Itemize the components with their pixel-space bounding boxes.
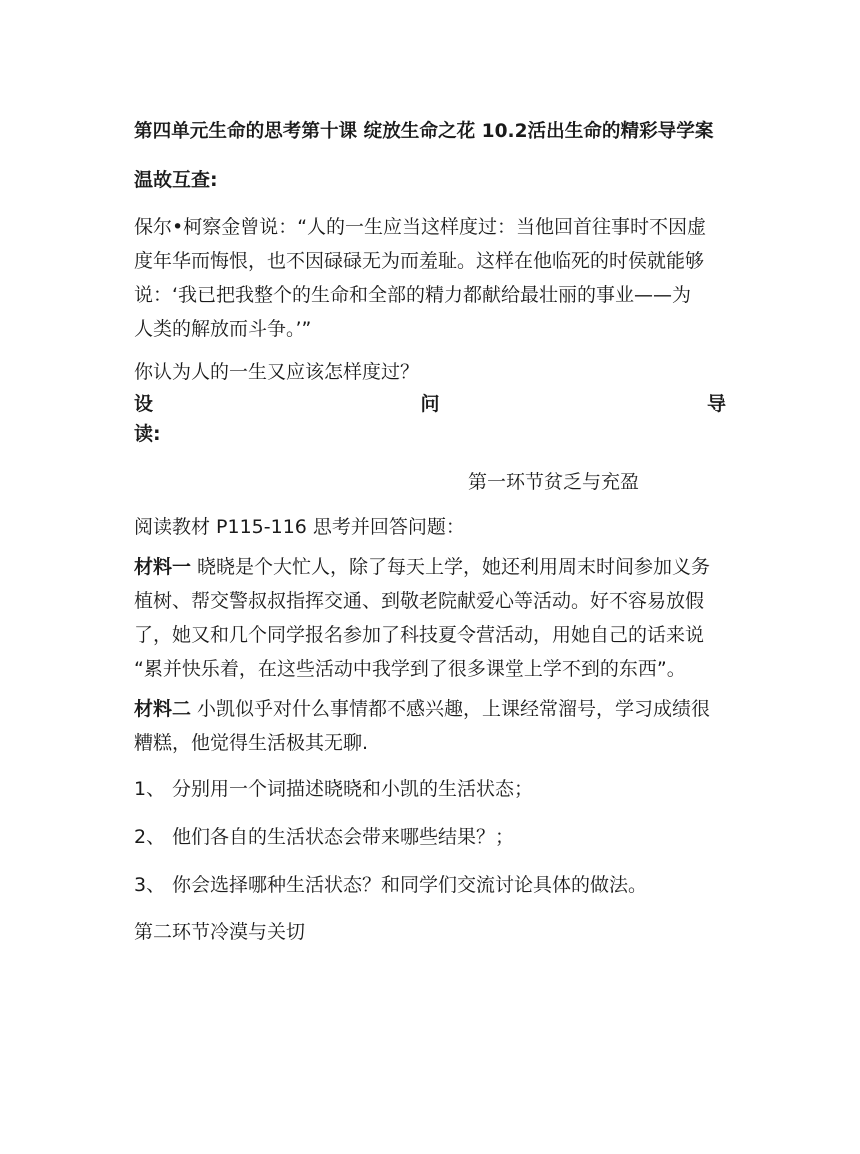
list-text: 分别用一个词描述晓晓和小凯的生活状态； (172, 778, 534, 800)
material2-block (134, 692, 726, 760)
document-body (134, 118, 726, 946)
list-item (134, 820, 726, 854)
material1-label: 材料一 (134, 556, 192, 578)
material1-line: 了，她又和几个同学报名参加了科技夏令营活动，用她自己的话来说 (134, 624, 705, 646)
review-heading: 温故互查: (134, 169, 218, 191)
read-instruction: 阅读教材 P115-116 思考并回答问题： (134, 516, 465, 538)
material1-line: 材料一 晓晓是个大忙人，除了每天上学，她还利用周末时间参加义务 (134, 556, 711, 578)
quote-line: 人类的解放而斗争。’” (134, 318, 312, 340)
section2-title: 第二环节冷漠与关切 (134, 921, 306, 943)
list-item (134, 868, 726, 902)
list-number: 3、 (134, 874, 166, 896)
question-list (134, 772, 726, 902)
quote-line: 保尔•柯察金曾说：“人的一生应当这样度过：当他回首往事时不因虚 (134, 216, 707, 238)
material2-line: 材料二 小凯似乎对什么事情都不感兴趣，上课经常溜号，学习成绩很 (134, 698, 711, 720)
question-line: 你认为人的一生又应该怎样度过？ (134, 361, 420, 383)
list-number: 2、 (134, 826, 166, 848)
guide-char: 导 (706, 393, 726, 415)
guide-char: 问 (420, 393, 440, 415)
material1-line: “累并快乐着，在这些活动中我学到了很多课堂上学不到的东西”。 (134, 658, 686, 680)
list-item (134, 772, 726, 806)
material1-line: 植树、帮交警叔叔指挥交通、到敬老院献爱心等活动。好不容易放假 (134, 590, 705, 612)
guide-char: 设 (134, 393, 154, 415)
material1-block (134, 550, 726, 686)
quote-line: 说：‘我已把我整个的生命和全部的精力都献给最壮丽的事业——为 (134, 284, 692, 306)
quote-line: 度年华而悔恨，也不因碌碌无为而羞耻。这样在他临死的时侯就能够 (134, 250, 705, 272)
material2-line: 糟糕，他觉得生活极其无聊. (134, 732, 369, 754)
material2-label: 材料二 (134, 698, 192, 720)
guide-heading-row (134, 390, 726, 418)
guide-tail: 读: (134, 423, 161, 445)
list-text: 他们各自的生活状态会带来哪些结果？； (172, 826, 515, 848)
list-text: 你会选择哪种生活状态？和同学们交流讨论具体的做法。 (172, 874, 648, 896)
section1-title: 第一环节贫乏与充盈 (468, 471, 640, 493)
list-number: 1、 (134, 778, 166, 800)
quote-block (134, 210, 726, 346)
doc-title: 第四单元生命的思考第十课 绽放生命之花 10.2活出生命的精彩导学案 (134, 121, 714, 142)
